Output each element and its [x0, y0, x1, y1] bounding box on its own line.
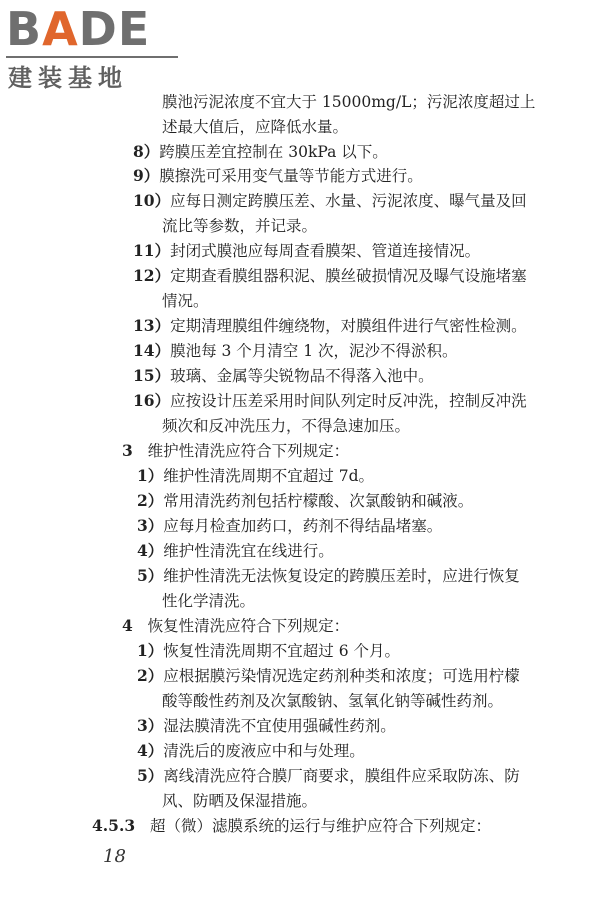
- text-line: 述最大值后，应降低水量。: [162, 118, 349, 136]
- list-item-9: 9）膜擦洗可采用变气量等节能方式进行。: [133, 166, 423, 185]
- s3-item-5-cont: 性化学清洗。: [162, 592, 256, 610]
- s3-item-2: 2）常用清洗药剂包括柠檬酸、次氯酸钠和碱液。: [137, 491, 474, 510]
- s4-item-2-cont: 酸等酸性药剂及次氯酸钠、氢氧化钠等碱性药剂。: [162, 692, 504, 710]
- logo-subtitle: 建装基地: [8, 64, 128, 92]
- list-item-14: 14）膜池每 3 个月清空 1 次，泥沙不得淤积。: [133, 341, 458, 360]
- list-item-16: 16）应按设计压差采用时间队列定时反冲洗，控制反冲洗: [133, 391, 527, 410]
- list-item-11: 11）封闭式膜池应每周查看膜架、管道连接情况。: [133, 241, 481, 260]
- list-item-10-cont: 流比等参数，并记录。: [162, 217, 318, 235]
- text-line: 膜池污泥浓度不宜大于 15000mg/L；污泥浓度超过上: [162, 93, 536, 111]
- list-item-12: 12）定期查看膜组器积泥、膜丝破损情况及曝气设施堵塞: [133, 266, 527, 285]
- list-item-8: 8）跨膜压差宜控制在 30kPa 以下。: [133, 142, 388, 161]
- clause-4-5-3: 4.5.3 超（微）滤膜系统的运行与维护应符合下列规定：: [92, 816, 491, 835]
- s4-item-2: 2）应根据膜污染情况选定药剂种类和浓度；可选用柠檬: [137, 666, 520, 685]
- logo-wordmark: BADE: [6, 2, 151, 56]
- s4-item-5-cont: 风、防晒及保湿措施。: [162, 792, 318, 810]
- page-number: 18: [103, 846, 126, 867]
- logo-divider: [6, 56, 178, 58]
- s3-item-1: 1）维护性清洗周期不宜超过 7d。: [137, 466, 375, 485]
- section-3-heading: 3 维护性清洗应符合下列规定：: [122, 441, 350, 460]
- s3-item-5: 5）维护性清洗无法恢复设定的跨膜压差时，应进行恢复: [137, 566, 520, 585]
- section-4-heading: 4 恢复性清洗应符合下列规定：: [122, 616, 350, 635]
- list-item-15: 15）玻璃、金属等尖锐物品不得落入池中。: [133, 366, 434, 385]
- s3-item-3: 3）应每月检查加药口，药剂不得结晶堵塞。: [137, 516, 443, 535]
- list-item-10: 10）应每日测定跨膜压差、水量、污泥浓度、曝气量及回: [133, 191, 527, 210]
- list-item-12-cont: 情况。: [162, 292, 209, 310]
- s4-item-1: 1）恢复性清洗周期不宜超过 6 个月。: [137, 641, 401, 660]
- s4-item-5: 5）离线清洗应符合膜厂商要求，膜组件应采取防冻、防: [137, 766, 520, 785]
- s4-item-4: 4）清洗后的废液应中和与处理。: [137, 741, 365, 760]
- s4-item-3: 3）湿法膜清洗不宜使用强碱性药剂。: [137, 716, 396, 735]
- s3-item-4: 4）维护性清洗宜在线进行。: [137, 541, 334, 560]
- bade-logo: [6, 2, 181, 92]
- list-item-16-cont: 频次和反冲洗压力，不得急速加压。: [162, 417, 411, 435]
- list-item-13: 13）定期清理膜组件缠绕物，对膜组件进行气密性检测。: [133, 316, 527, 335]
